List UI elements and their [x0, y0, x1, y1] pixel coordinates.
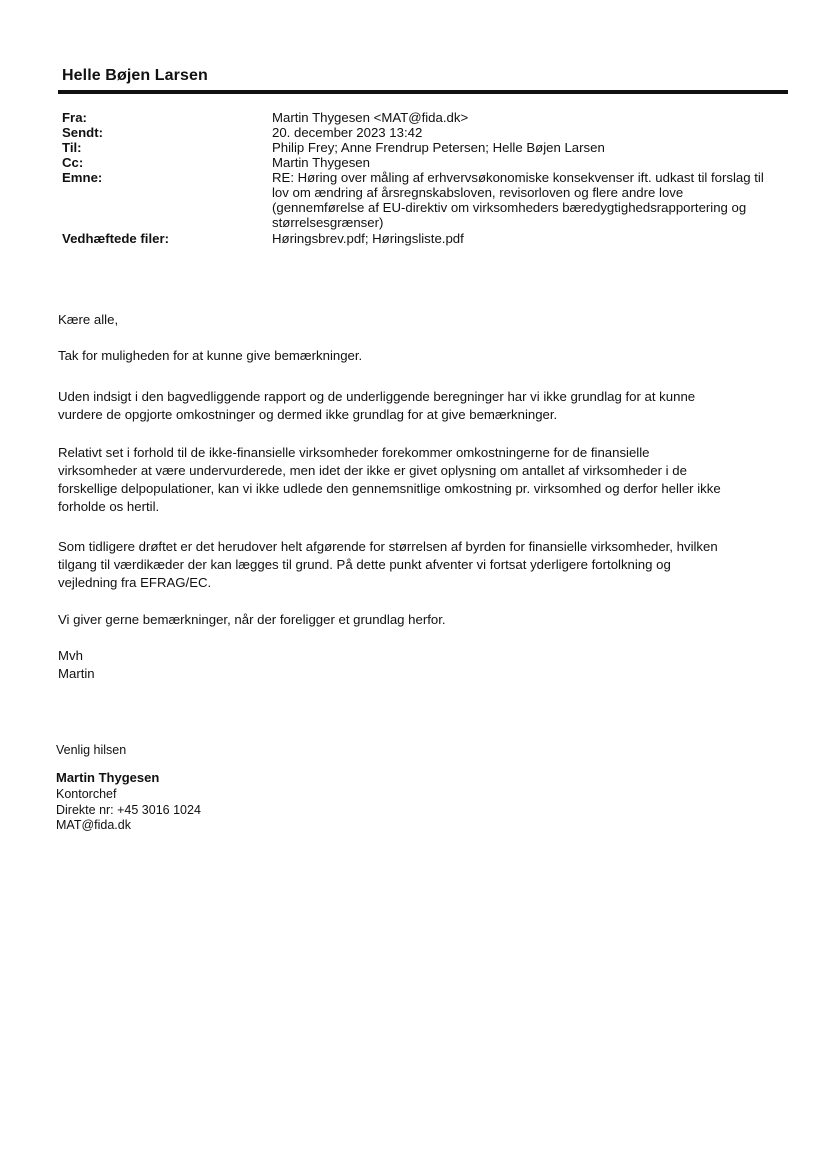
email-header [62, 110, 788, 246]
paragraph-thanks: Tak for muligheden for at kunne give bemærkninger. [58, 348, 363, 363]
paragraph-line: forskellige delpopulationer, kan vi ikke udlede den gennemsnitlige omkostning pr. virksomhed og derfor heller ikke [58, 481, 721, 496]
subject-label: Emne: [62, 170, 103, 185]
greeting: Kære alle, [58, 312, 119, 327]
subject-line: RE: Høring over måling af erhvervsøkonomiske konsekvenser ift. udkast til forslag til [272, 170, 764, 185]
signature-phone: Direkte nr: +45 3016 1024 [56, 803, 201, 817]
cc-row [62, 155, 788, 170]
sent-value: 20. december 2023 13:42 [272, 125, 423, 140]
cc-label: Cc: [62, 155, 84, 170]
paragraph-line: vurdere de opgjorte omkostninger og dermed ikke grundlag for at give bemærkninger. [58, 407, 558, 422]
cc-value: Martin Thygesen [272, 155, 370, 170]
signature-email: MAT@fida.dk [56, 818, 131, 832]
signature-title: Kontorchef [56, 787, 117, 801]
sent-row [62, 125, 788, 140]
from-row [62, 110, 788, 125]
subject-line: (gennemførelse af EU-direktiv om virksomheders bæredygtighedsrapportering og [272, 200, 747, 215]
paragraph-value-chain [58, 538, 788, 592]
paragraph-relative-costs [58, 444, 788, 516]
subject-line: lov om ændring af årsregnskabsloven, revisorloven og flere andre love [272, 185, 684, 200]
attachments-value: Høringsbrev.pdf; Høringsliste.pdf [272, 231, 464, 246]
to-value: Philip Frey; Anne Frendrup Petersen; Helle Bøjen Larsen [272, 140, 605, 155]
subject-line: størrelsesgrænser) [272, 215, 384, 230]
from-label: Fra: [62, 110, 87, 125]
signature-regards: Venlig hilsen [56, 743, 127, 757]
attachments-row [62, 231, 788, 246]
paragraph-line: Relativt set i forhold til de ikke-finansielle virksomheder forekommer omkostningerne for de finansielle [58, 445, 650, 460]
paragraph-line: tilgang til værdikæder der kan lægges til grund. På dette punkt afventer vi fortsat yderligere fortolkning og [58, 557, 671, 572]
sent-label: Sendt: [62, 125, 104, 140]
attachments-label: Vedhæftede filer: [62, 231, 169, 246]
paragraph-line: Uden indsigt i den bagvedliggende rapport og de underliggende beregninger har vi ikke grundlag for at kunne [58, 389, 696, 404]
mailbox-owner-name: Helle Bøjen Larsen [62, 67, 208, 84]
header-divider [58, 90, 788, 94]
paragraph-line: Som tidligere drøftet er det herudover helt afgørende for størrelsen af byrden for finansielle virksomheder, hvilken [58, 539, 718, 554]
paragraph-offer: Vi giver gerne bemærkninger, når der foreligger et grundlag herfor. [58, 612, 446, 627]
paragraph-line: virksomheder at være undervurderede, men idet der ikke er givet oplysning om antallet af virksomheder i de [58, 463, 687, 478]
paragraph-insight [58, 388, 788, 424]
to-label: Til: [62, 140, 82, 155]
paragraph-line: forholde os hertil. [58, 499, 160, 514]
from-value: Martin Thygesen <MAT@fida.dk> [272, 110, 469, 125]
closing [58, 647, 788, 683]
subject-value [272, 170, 788, 230]
to-row [62, 140, 788, 155]
subject-row [62, 170, 788, 230]
paragraph-line: vejledning fra EFRAG/EC. [58, 575, 212, 590]
signature-name: Martin Thygesen [56, 770, 160, 785]
closing-mvh: Mvh [58, 648, 83, 663]
closing-name: Martin [58, 666, 95, 681]
